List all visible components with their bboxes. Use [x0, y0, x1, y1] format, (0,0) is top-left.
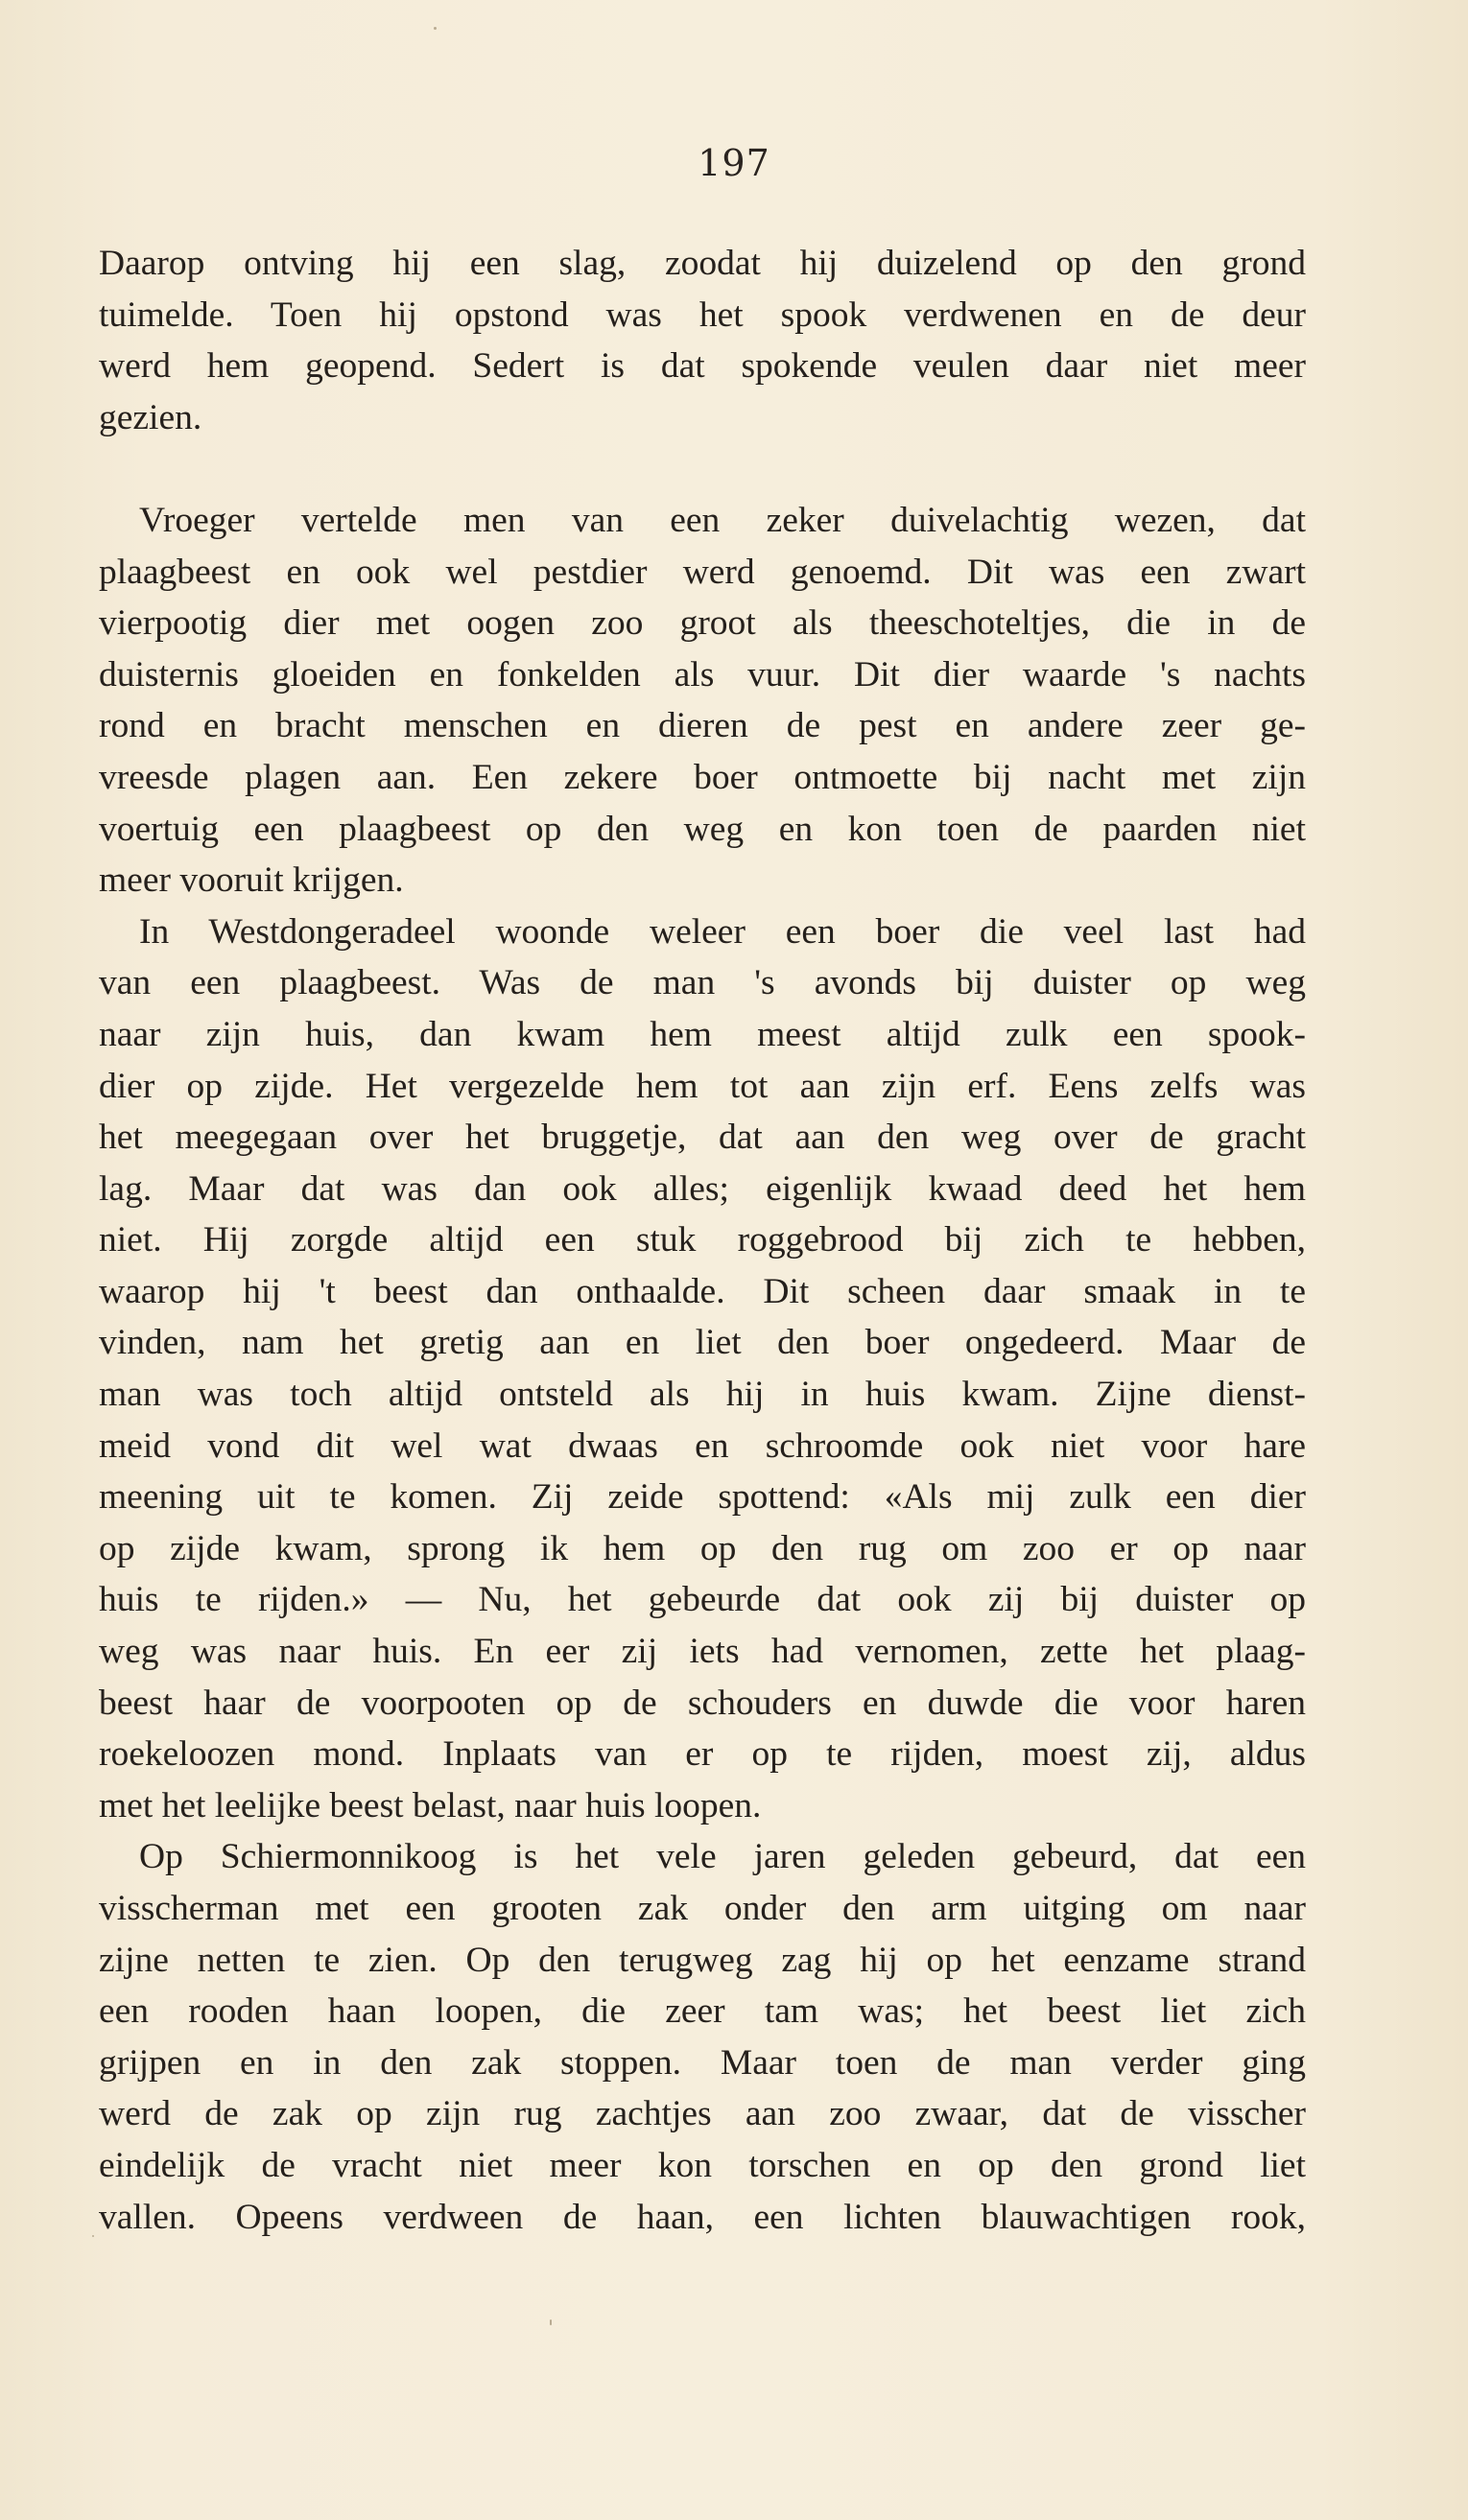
text-line: Daarop ontving hij een slag, zoodat hij duizelend op den grond [99, 244, 1306, 283]
paragraph [99, 495, 1306, 907]
text-line: vierpootig dier met oogen zoo groot als theeschoteltjes, die in de [99, 603, 1306, 644]
paper-speck [434, 27, 437, 30]
text-line: op zijde kwam, sprong ik hem op den rug om zoo er op naar [99, 1528, 1306, 1568]
text-line: plaagbeest en ook wel pestdier werd genoemd. Dit was een zwart [99, 552, 1306, 592]
text-line: meer vooruit krijgen. [99, 860, 404, 901]
text-line: lag. Maar dat was dan ook alles; eigenlijk kwaad deed het hem [99, 1168, 1306, 1209]
paper-speck [550, 2320, 552, 2325]
paper-speck [92, 2235, 94, 2237]
text-line: vinden, nam het gretig aan en liet den boer ongedeerd. Maar de [99, 1323, 1306, 1363]
paragraph [99, 238, 1306, 443]
text-line: Op Schiermonnikoog is het vele jaren geleden gebeurd, dat een [139, 1837, 1306, 1877]
text-line: dier op zijde. Het vergezelde hem tot aan zijn erf. Eens zelfs was [99, 1066, 1306, 1106]
text-line: visscherman met een grooten zak onder den arm uitging om naar [99, 1889, 1306, 1928]
text-line: rond en bracht menschen en dieren de pest en andere zeer ge- [99, 706, 1306, 746]
text-line: Vroeger vertelde men van een zeker duivelachtig wezen, dat [139, 500, 1306, 540]
text-line: waarop hij 't beest dan onthaalde. Dit scheen daar smaak in te [99, 1271, 1306, 1311]
text-line: tuimelde. Toen hij opstond was het spook verdwenen en de deur [99, 294, 1306, 335]
text-line: huis te rijden.» — Nu, het gebeurde dat ook zij bij duister op [99, 1580, 1306, 1620]
text-line: vallen. Opeens verdween de haan, een lichten blauwachtigen rook, [99, 2197, 1306, 2237]
text-line: eindelijk de vracht niet meer kon torschen en op den grond liet [99, 2145, 1306, 2185]
text-line: naar zijn huis, dan kwam hem meest altijd zulk een spook- [99, 1014, 1306, 1054]
page-number: 197 [698, 142, 770, 184]
text-line: een rooden haan loopen, die zeer tam was; het beest liet zich [99, 1991, 1306, 2032]
paragraph-gap [99, 443, 1306, 495]
text-line: meening uit te komen. Zij zeide spottend: «Als mij zulk een dier [99, 1477, 1306, 1518]
paragraph [99, 907, 1306, 1832]
text-line: vreesde plagen aan. Een zekere boer ontmoette bij nacht met zijn [99, 757, 1306, 797]
text-line: zijne netten te zien. Op den terugweg zag hij op het eenzame strand [99, 1940, 1306, 1980]
body-text [99, 238, 1306, 2243]
text-line: roekeloozen mond. Inplaats van er op te rijden, moest zij, aldus [99, 1734, 1306, 1775]
text-line: het meegegaan over het bruggetje, dat aan den weg over de gracht [99, 1118, 1306, 1158]
text-line: man was toch altijd ontsteld als hij in huis kwam. Zijne dienst- [99, 1375, 1306, 1415]
text-line: beest haar de voorpooten op de schouders en duwde die voor haren [99, 1683, 1306, 1723]
text-line: van een plaagbeest. Was de man 's avonds bij duister op weg [99, 963, 1306, 1003]
text-line: werd de zak op zijn rug zachtjes aan zoo zwaar, dat de visscher [99, 2094, 1306, 2134]
text-line: gezien. [99, 397, 202, 437]
text-line: voertuig een plaagbeest op den weg en kon toen de paarden niet [99, 809, 1306, 849]
text-line: grijpen en in den zak stoppen. Maar toen de man verder ging [99, 2042, 1306, 2083]
text-line: met het leelijke beest belast, naar huis loopen. [99, 1785, 762, 1825]
text-line: In Westdongeradeel woonde weleer een boer die veel last had [139, 911, 1306, 952]
text-line: werd hem geopend. Sedert is dat spokende veulen daar niet meer [99, 346, 1306, 387]
text-line: niet. Hij zorgde altijd een stuk roggebrood bij zich te hebben, [99, 1220, 1306, 1260]
text-line: weg was naar huis. En eer zij iets had vernomen, zette het plaag- [99, 1632, 1306, 1672]
text-line: duisternis gloeiden en fonkelden als vuur. Dit dier waarde 's nachts [99, 654, 1306, 695]
text-line: meid vond dit wel wat dwaas en schroomde ook niet voor hare [99, 1425, 1306, 1466]
paragraph [99, 1831, 1306, 2243]
